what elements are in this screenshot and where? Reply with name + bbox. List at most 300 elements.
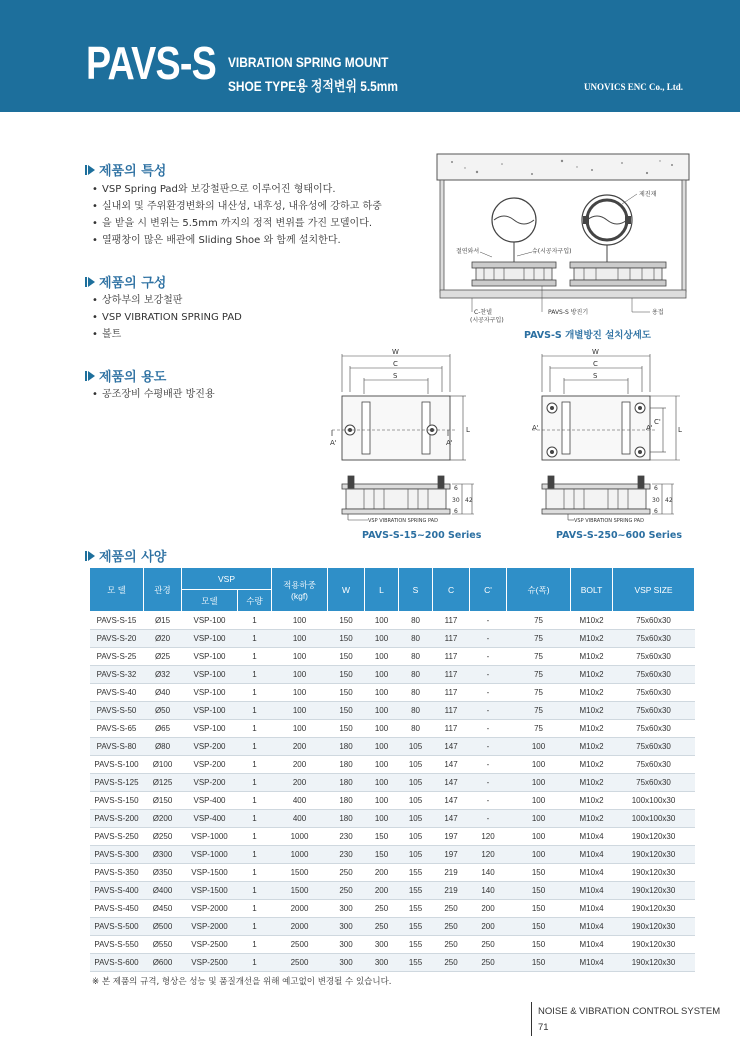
list-item: • 을 받을 시 변위는 5.5mm 까지의 정적 변위를 가진 모델이다. xyxy=(92,215,382,232)
table-cell: Ø125 xyxy=(144,774,182,792)
table-cell: - xyxy=(470,756,507,774)
table-cell: 75x60x30 xyxy=(613,684,695,702)
table-cell: PAVS-S-200 xyxy=(90,810,144,828)
spec-heading: 제품의 사양 xyxy=(88,546,166,565)
table-cell: Ø65 xyxy=(144,720,182,738)
table-cell: 250 xyxy=(365,918,399,936)
table-cell: VSP-2500 xyxy=(182,936,238,954)
table-row xyxy=(90,738,695,756)
dim-c-right: C xyxy=(593,360,598,368)
table-cell: 105 xyxy=(399,810,433,828)
col-l: L xyxy=(365,568,399,612)
table-cell: PAVS-S-25 xyxy=(90,648,144,666)
table-cell: 100 xyxy=(365,792,399,810)
table-cell: 147 xyxy=(433,792,470,810)
table-row xyxy=(90,882,695,900)
table-cell: 147 xyxy=(433,756,470,774)
label-channel-note: (시공자구입) xyxy=(470,317,504,324)
table-cell: M10x2 xyxy=(571,666,613,684)
table-cell: Ø550 xyxy=(144,936,182,954)
right-diagram-caption: PAVS-S-250~600 Series xyxy=(556,530,682,541)
dim-l-right: L xyxy=(678,426,682,434)
list-item: • 볼트 xyxy=(92,326,242,343)
table-cell: 1000 xyxy=(272,828,328,846)
table-cell: - xyxy=(470,720,507,738)
table-cell: M10x2 xyxy=(571,702,613,720)
arrow-icon xyxy=(88,551,95,561)
table-cell: 250 xyxy=(433,954,470,972)
table-cell: PAVS-S-550 xyxy=(90,936,144,954)
list-item: • 실내외 및 주위환경변화의 내산성, 내후성, 내유성에 강하고 하중 xyxy=(92,198,382,215)
table-cell: VSP-200 xyxy=(182,756,238,774)
table-cell: 105 xyxy=(399,738,433,756)
table-cell: PAVS-S-600 xyxy=(90,954,144,972)
table-cell: PAVS-S-15 xyxy=(90,612,144,630)
table-cell: 100 xyxy=(507,756,571,774)
table-cell: 75x60x30 xyxy=(613,756,695,774)
table-cell: M10x4 xyxy=(571,828,613,846)
table-cell: 75x60x30 xyxy=(613,630,695,648)
table-cell: 75x60x30 xyxy=(613,666,695,684)
dim-h1: 6 xyxy=(454,485,458,492)
col-w: W xyxy=(328,568,365,612)
table-cell: 155 xyxy=(399,936,433,954)
table-cell: 150 xyxy=(507,864,571,882)
table-cell: M10x4 xyxy=(571,864,613,882)
table-cell: Ø15 xyxy=(144,612,182,630)
table-cell: 100 xyxy=(365,684,399,702)
table-cell: 75 xyxy=(507,684,571,702)
table-cell: 1 xyxy=(238,900,272,918)
table-cell: 190x120x30 xyxy=(613,828,695,846)
table-cell: VSP-400 xyxy=(182,792,238,810)
table-cell: 75x60x30 xyxy=(613,612,695,630)
table-cell: Ø32 xyxy=(144,666,182,684)
table-cell: VSP-2000 xyxy=(182,918,238,936)
table-cell: 250 xyxy=(365,900,399,918)
dim-total-right: 42 xyxy=(665,497,673,504)
arrow-icon xyxy=(88,165,95,175)
table-cell: VSP-200 xyxy=(182,774,238,792)
table-cell: M10x2 xyxy=(571,738,613,756)
table-cell: Ø500 xyxy=(144,918,182,936)
table-cell: 230 xyxy=(328,846,365,864)
table-cell: 117 xyxy=(433,612,470,630)
table-cell: 200 xyxy=(365,882,399,900)
table-cell: - xyxy=(470,792,507,810)
table-cell: 100 xyxy=(507,846,571,864)
table-cell: 250 xyxy=(470,954,507,972)
table-cell: VSP-2000 xyxy=(182,900,238,918)
table-cell: 75x60x30 xyxy=(613,738,695,756)
spec-table xyxy=(89,567,695,972)
table-cell: Ø400 xyxy=(144,882,182,900)
table-cell: 250 xyxy=(328,882,365,900)
table-cell: PAVS-S-350 xyxy=(90,864,144,882)
dim-a-right: A' xyxy=(446,439,453,447)
table-cell: 140 xyxy=(470,864,507,882)
table-cell: 100 xyxy=(365,612,399,630)
table-cell: 150 xyxy=(507,954,571,972)
table-cell: VSP-100 xyxy=(182,630,238,648)
table-row xyxy=(90,612,695,630)
table-cell: 200 xyxy=(470,900,507,918)
col-bolt: BOLT xyxy=(571,568,613,612)
table-cell: 190x120x30 xyxy=(613,846,695,864)
usage-list xyxy=(92,386,215,403)
table-cell: PAVS-S-65 xyxy=(90,720,144,738)
table-cell: M10x2 xyxy=(571,756,613,774)
table-cell: 100 xyxy=(272,666,328,684)
table-cell: M10x2 xyxy=(571,774,613,792)
table-cell: PAVS-S-125 xyxy=(90,774,144,792)
table-cell: Ø50 xyxy=(144,702,182,720)
table-cell: 100 xyxy=(272,630,328,648)
dim-h2: 30 xyxy=(452,497,460,504)
table-cell: 300 xyxy=(328,954,365,972)
table-cell: 300 xyxy=(365,936,399,954)
table-cell: 150 xyxy=(365,846,399,864)
dim-w: W xyxy=(392,348,399,356)
table-cell: 75 xyxy=(507,648,571,666)
table-cell: VSP-400 xyxy=(182,810,238,828)
table-cell: - xyxy=(470,702,507,720)
table-cell: 150 xyxy=(328,684,365,702)
col-cp: C' xyxy=(470,568,507,612)
table-cell: M10x4 xyxy=(571,882,613,900)
arrow-icon xyxy=(88,371,95,381)
table-cell: 219 xyxy=(433,882,470,900)
table-cell: 120 xyxy=(470,846,507,864)
table-cell: 100 xyxy=(272,684,328,702)
table-cell: Ø25 xyxy=(144,648,182,666)
table-cell: 1 xyxy=(238,738,272,756)
dim-h1-right: 6 xyxy=(654,485,658,492)
table-cell: 147 xyxy=(433,738,470,756)
table-cell: Ø300 xyxy=(144,846,182,864)
table-cell: PAVS-S-80 xyxy=(90,738,144,756)
dimension-diagram-left xyxy=(328,344,478,529)
table-cell: Ø200 xyxy=(144,810,182,828)
dim-a-left: A' xyxy=(330,439,337,447)
table-cell: 117 xyxy=(433,666,470,684)
table-cell: 117 xyxy=(433,630,470,648)
table-cell: 75 xyxy=(507,630,571,648)
dim-cp: C' xyxy=(654,418,661,426)
table-row xyxy=(90,774,695,792)
table-cell: 80 xyxy=(399,684,433,702)
table-cell: VSP-1000 xyxy=(182,846,238,864)
table-cell: 100 xyxy=(507,774,571,792)
table-cell: 80 xyxy=(399,720,433,738)
table-cell: 1 xyxy=(238,882,272,900)
label-shoe: 슈(시공자구입) xyxy=(532,248,572,255)
table-cell: VSP-2500 xyxy=(182,954,238,972)
table-cell: 117 xyxy=(433,648,470,666)
table-cell: 1 xyxy=(238,954,272,972)
table-cell: PAVS-S-50 xyxy=(90,702,144,720)
table-cell: 1 xyxy=(238,612,272,630)
page-header xyxy=(0,0,740,112)
table-row xyxy=(90,684,695,702)
table-cell: 400 xyxy=(272,810,328,828)
table-cell: VSP-100 xyxy=(182,684,238,702)
table-cell: 100 xyxy=(365,630,399,648)
table-cell: 190x120x30 xyxy=(613,954,695,972)
table-cell: 250 xyxy=(433,918,470,936)
list-item: • VSP Spring Pad와 보강철판으로 이루어진 형태이다. xyxy=(92,181,382,198)
table-cell: 250 xyxy=(433,936,470,954)
table-cell: 100 xyxy=(507,828,571,846)
table-cell: VSP-100 xyxy=(182,720,238,738)
table-cell: 100 xyxy=(272,720,328,738)
col-vsp: VSP xyxy=(182,568,272,590)
table-row xyxy=(90,846,695,864)
dim-s: S xyxy=(393,372,398,380)
table-cell: 200 xyxy=(365,864,399,882)
table-cell: 200 xyxy=(272,774,328,792)
table-cell: 100 xyxy=(272,612,328,630)
table-cell: M10x2 xyxy=(571,648,613,666)
table-cell: 100 xyxy=(365,738,399,756)
table-cell: 300 xyxy=(328,900,365,918)
label-channel: C-찬넬 xyxy=(474,309,492,316)
dimension-diagram-right xyxy=(528,344,690,529)
table-cell: 155 xyxy=(399,864,433,882)
table-row xyxy=(90,792,695,810)
table-cell: Ø600 xyxy=(144,954,182,972)
col-vsp-qty: 수량 xyxy=(238,590,272,612)
table-cell: 1500 xyxy=(272,864,328,882)
table-cell: PAVS-S-20 xyxy=(90,630,144,648)
table-cell: Ø450 xyxy=(144,900,182,918)
table-cell: 105 xyxy=(399,774,433,792)
table-cell: 105 xyxy=(399,756,433,774)
table-cell: 180 xyxy=(328,792,365,810)
table-cell: 155 xyxy=(399,918,433,936)
table-cell: Ø150 xyxy=(144,792,182,810)
table-cell: 197 xyxy=(433,828,470,846)
table-cell: Ø80 xyxy=(144,738,182,756)
table-cell: PAVS-S-32 xyxy=(90,666,144,684)
table-cell: 1 xyxy=(238,684,272,702)
table-row xyxy=(90,720,695,738)
table-cell: - xyxy=(470,774,507,792)
label-weld: 용접 xyxy=(652,309,664,316)
table-cell: 2500 xyxy=(272,954,328,972)
table-cell: 400 xyxy=(272,792,328,810)
table-cell: VSP-200 xyxy=(182,738,238,756)
left-diagram-caption: PAVS-S-15~200 Series xyxy=(362,530,482,541)
table-cell: 100 xyxy=(507,810,571,828)
table-cell: 1 xyxy=(238,648,272,666)
table-row xyxy=(90,702,695,720)
table-cell: 150 xyxy=(328,648,365,666)
table-row xyxy=(90,630,695,648)
table-cell: 1 xyxy=(238,702,272,720)
table-cell: 100 xyxy=(365,810,399,828)
table-cell: - xyxy=(470,612,507,630)
features-list xyxy=(92,181,382,249)
table-cell: PAVS-S-250 xyxy=(90,828,144,846)
dim-h2-right: 30 xyxy=(652,497,660,504)
table-cell: 1 xyxy=(238,864,272,882)
table-cell: 100 xyxy=(507,792,571,810)
table-cell: 2000 xyxy=(272,900,328,918)
table-cell: - xyxy=(470,648,507,666)
dim-h3-right: 6 xyxy=(654,508,658,515)
table-cell: 1 xyxy=(238,810,272,828)
table-cell: VSP-100 xyxy=(182,612,238,630)
col-load-unit: (kgf) xyxy=(291,590,309,601)
table-cell: 140 xyxy=(470,882,507,900)
table-cell: 250 xyxy=(328,864,365,882)
table-cell: Ø40 xyxy=(144,684,182,702)
label-insulation: 제진재 xyxy=(639,191,657,198)
footer-title: NOISE & VIBRATION CONTROL SYSTEM xyxy=(538,1006,721,1017)
col-pipe: 관경 xyxy=(144,568,182,612)
col-load-label: 적용하중 xyxy=(283,579,316,590)
table-cell: 200 xyxy=(272,738,328,756)
table-cell: 180 xyxy=(328,810,365,828)
table-cell: 300 xyxy=(328,936,365,954)
table-cell: 80 xyxy=(399,612,433,630)
installation-diagram xyxy=(432,152,694,332)
table-cell: 190x120x30 xyxy=(613,900,695,918)
spec-note: ※ 본 제품의 규격, 형상은 성능 및 품질개선을 위해 예고없이 변경될 수 있습니다. xyxy=(92,977,392,987)
table-cell: 100 xyxy=(365,666,399,684)
table-cell: 75x60x30 xyxy=(613,648,695,666)
table-cell: 1500 xyxy=(272,882,328,900)
table-cell: VSP-1500 xyxy=(182,882,238,900)
footer-divider xyxy=(531,1002,532,1036)
table-cell: 75 xyxy=(507,702,571,720)
table-cell: 1000 xyxy=(272,846,328,864)
table-cell: 180 xyxy=(328,774,365,792)
list-item: • 공조장비 수평배관 방진용 xyxy=(92,386,215,403)
table-cell: 155 xyxy=(399,900,433,918)
table-cell: Ø100 xyxy=(144,756,182,774)
table-cell: - xyxy=(470,630,507,648)
table-cell: 105 xyxy=(399,846,433,864)
table-cell: M10x4 xyxy=(571,846,613,864)
table-cell: 155 xyxy=(399,954,433,972)
table-cell: PAVS-S-100 xyxy=(90,756,144,774)
table-cell: 100 xyxy=(365,702,399,720)
table-cell: 100 xyxy=(365,648,399,666)
col-shoe: 슈(폭) xyxy=(507,568,571,612)
table-cell: 100 xyxy=(272,648,328,666)
table-cell: 120 xyxy=(470,828,507,846)
table-cell: M10x2 xyxy=(571,810,613,828)
page-number: 71 xyxy=(538,1022,549,1033)
table-cell: 150 xyxy=(507,918,571,936)
table-cell: 75x60x30 xyxy=(613,702,695,720)
pad-label-left: VSP VIBRATION SPRING PAD xyxy=(368,518,438,524)
dim-l: L xyxy=(466,426,470,434)
table-cell: 180 xyxy=(328,756,365,774)
table-cell: 190x120x30 xyxy=(613,882,695,900)
table-cell: 1 xyxy=(238,846,272,864)
table-cell: - xyxy=(470,684,507,702)
table-cell: 300 xyxy=(365,954,399,972)
table-cell: - xyxy=(470,738,507,756)
table-row xyxy=(90,864,695,882)
product-title: PAVS-S xyxy=(86,37,216,89)
dim-h3: 6 xyxy=(454,508,458,515)
table-row xyxy=(90,810,695,828)
table-cell: 2500 xyxy=(272,936,328,954)
table-row xyxy=(90,900,695,918)
label-mount: PAVS-S 방진기 xyxy=(548,309,589,316)
table-cell: PAVS-S-450 xyxy=(90,900,144,918)
table-cell: 150 xyxy=(507,882,571,900)
product-subtitle: VIBRATION SPRING MOUNT xyxy=(228,54,389,70)
list-item: • 상하부의 보강철판 xyxy=(92,292,242,309)
table-cell: 190x120x30 xyxy=(613,918,695,936)
table-cell: - xyxy=(470,666,507,684)
table-cell: 190x120x30 xyxy=(613,864,695,882)
table-cell: 1 xyxy=(238,720,272,738)
col-load xyxy=(272,568,328,612)
col-s: S xyxy=(399,568,433,612)
table-cell: 100x100x30 xyxy=(613,792,695,810)
table-row xyxy=(90,756,695,774)
table-cell: 75x60x30 xyxy=(613,774,695,792)
table-cell: 1 xyxy=(238,828,272,846)
table-cell: VSP-100 xyxy=(182,648,238,666)
table-cell: 147 xyxy=(433,774,470,792)
col-vsp-size: VSP SIZE xyxy=(613,568,695,612)
col-model: 모 델 xyxy=(90,568,144,612)
table-cell: 117 xyxy=(433,702,470,720)
table-cell: 150 xyxy=(365,828,399,846)
table-cell: VSP-1000 xyxy=(182,828,238,846)
dim-total: 42 xyxy=(465,497,473,504)
table-cell: 100 xyxy=(272,702,328,720)
table-cell: 150 xyxy=(328,702,365,720)
table-cell: M10x2 xyxy=(571,630,613,648)
product-type: SHOE TYPE용 정적변위 5.5mm xyxy=(228,78,398,94)
table-row xyxy=(90,666,695,684)
table-cell: 1 xyxy=(238,666,272,684)
table-cell: 150 xyxy=(328,612,365,630)
table-cell: 75 xyxy=(507,666,571,684)
table-cell: 117 xyxy=(433,720,470,738)
table-cell: 80 xyxy=(399,702,433,720)
table-cell: M10x4 xyxy=(571,954,613,972)
table-cell: 100 xyxy=(365,774,399,792)
table-cell: 75 xyxy=(507,612,571,630)
table-cell: 105 xyxy=(399,792,433,810)
table-cell: 100 xyxy=(507,738,571,756)
features-heading: 제품의 특성 xyxy=(88,160,166,179)
table-row xyxy=(90,918,695,936)
table-row xyxy=(90,648,695,666)
table-cell: 80 xyxy=(399,666,433,684)
table-cell: M10x2 xyxy=(571,792,613,810)
dim-a-right-2: A' xyxy=(646,424,653,432)
table-cell: 117 xyxy=(433,684,470,702)
table-cell: Ø350 xyxy=(144,864,182,882)
company-name: UNOVICS ENC Co., Ltd. xyxy=(584,82,684,92)
table-cell: 80 xyxy=(399,648,433,666)
pad-label-right: VSP VIBRATION SPRING PAD xyxy=(574,518,644,524)
table-cell: 200 xyxy=(470,918,507,936)
table-cell: 1 xyxy=(238,756,272,774)
table-cell: 150 xyxy=(328,666,365,684)
table-cell: 1 xyxy=(238,774,272,792)
